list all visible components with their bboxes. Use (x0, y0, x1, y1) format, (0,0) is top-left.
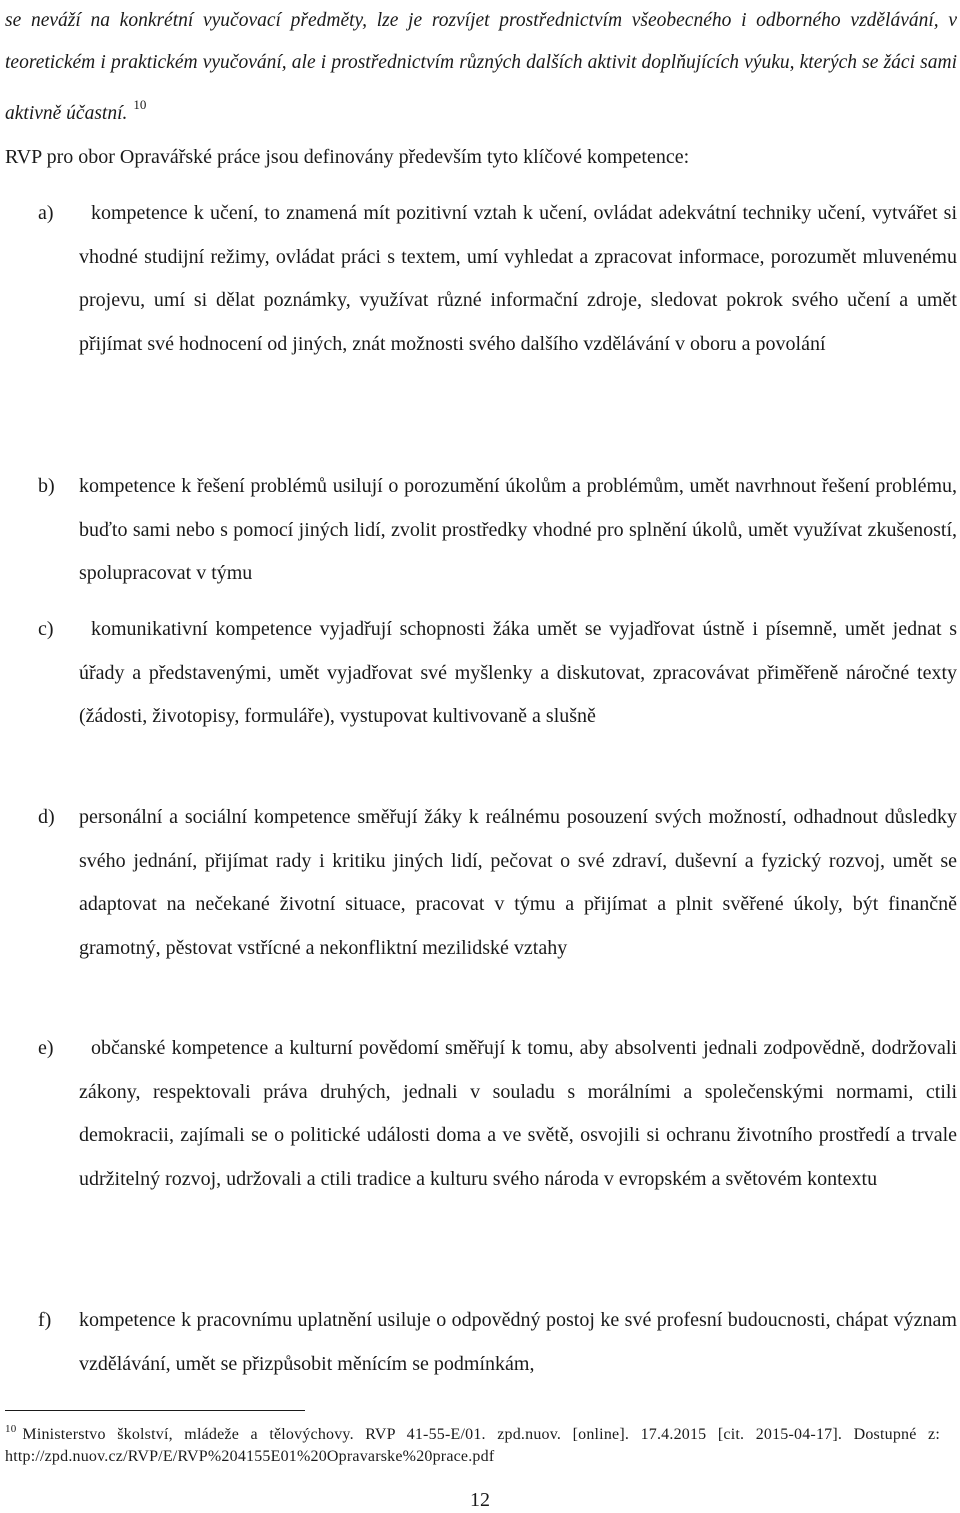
list-item-text: personální a sociální kompetence směřují žáky k reálnému posouzení svých možností, odhadnout důsledky svého jednání, přijímat rady i kritiku jiných lidí, pečovat o své zdraví, duševní a fyzický rozvoj, umět se adaptovat na nečekané životní situace, pracovat v týmu a přijímat a plnit svěřené úkoly, být finančně gramotný, pěstovat vstřícné a nekonfliktní mezilidské vztahy (79, 806, 957, 959)
list-marker: a) (38, 202, 54, 224)
footnote-separator (5, 1410, 305, 1411)
footnote (5, 1418, 940, 1468)
quoted-text: se neváží na konkrétní vyučovací předměty, lze je rozvíjet prostřednictvím všeobecného i odborného vzdělávání, v teoretickém i praktickém vyučování, ale i prostřednictvím různých dalších aktivit doplňujících výuku, kterých se žáci sami aktivně účastní. (5, 10, 957, 124)
list-marker: e) (38, 1037, 54, 1059)
page-number: 12 (470, 1489, 490, 1511)
list-item-text: kompetence k pracovnímu uplatnění usiluje o odpovědný postoj ke své profesní budoucnosti, chápat význam vzdělávání, umět se přizpůsobit měnícím se podmínkám, (79, 1309, 957, 1375)
list-marker: b) (38, 475, 55, 497)
list-item-text: kompetence k učení, to znamená mít pozitivní vztah k učení, ovládat adekvátní techniky učení, vytvářet si vhodné studijní režimy, ovládat práci s textem, umí vyhledat a zpracovat informace, porozumět mluvenému projevu, umí si dělat poznámky, využívat různé informační zdroje, sledovat pokrok svého učení a umět přijímat své hodnocení od jiných, znát možnosti svého dalšího vzdělávání v oboru a povolání (79, 202, 957, 355)
footnote-number: 10 (5, 1423, 17, 1435)
list-marker: d) (38, 806, 55, 828)
list-item-text: komunikativní kompetence vyjadřují schopnosti žáka umět se vyjadřovat ústně i písemně, umět jednat s úřady a představenými, umět vyjadřovat své myšlenky a diskutovat, zpracovávat přiměřeně náročné texty (žádosti, životopisy, formuláře), vystupovat kultivovaně a slušně (79, 618, 957, 727)
list-item-text: občanské kompetence a kulturní povědomí směřují k tomu, aby absolventi jednali zodpovědně, dodržovali zákony, respektovali práva druhých, jednali v souladu s morálními a společenskými normami, ctili demokracii, zajímali se o politické události doma a ve světě, osvojili si ochranu životního prostředí a trvale udržitelný rozvoj, udržovali a ctili tradice a kulturu svého národa v evropském a světovém kontextu (79, 1037, 957, 1190)
list-item-text: kompetence k řešení problémů usilují o porozumění úkolům a problémům, umět navrhnout řešení problému, buďto sami nebo s pomocí jiných lidí, zvolit prostředky vhodné pro splnění úkolů, umět využívat zkušeností, spolupracovat v týmu (79, 475, 957, 584)
list-marker: c) (38, 618, 54, 640)
footnote-reference: 10 (133, 97, 147, 112)
quoted-paragraph (5, 0, 957, 135)
list-marker: f) (38, 1309, 52, 1331)
footnote-text: Ministerstvo školství, mládeže a tělovýchovy. RVP 41-55-E/01. zpd.nuov. [online]. 17.4.2015 [cit. 2015-04-17]. Dostupné z: http://zpd.nuov.cz/RVP/E/RVP%204155E01%20Opravarske%20prace.pdf (5, 1426, 940, 1465)
intro-paragraph: RVP pro obor Opravářské práce jsou definovány především tyto klíčové kompetence: (5, 146, 690, 168)
